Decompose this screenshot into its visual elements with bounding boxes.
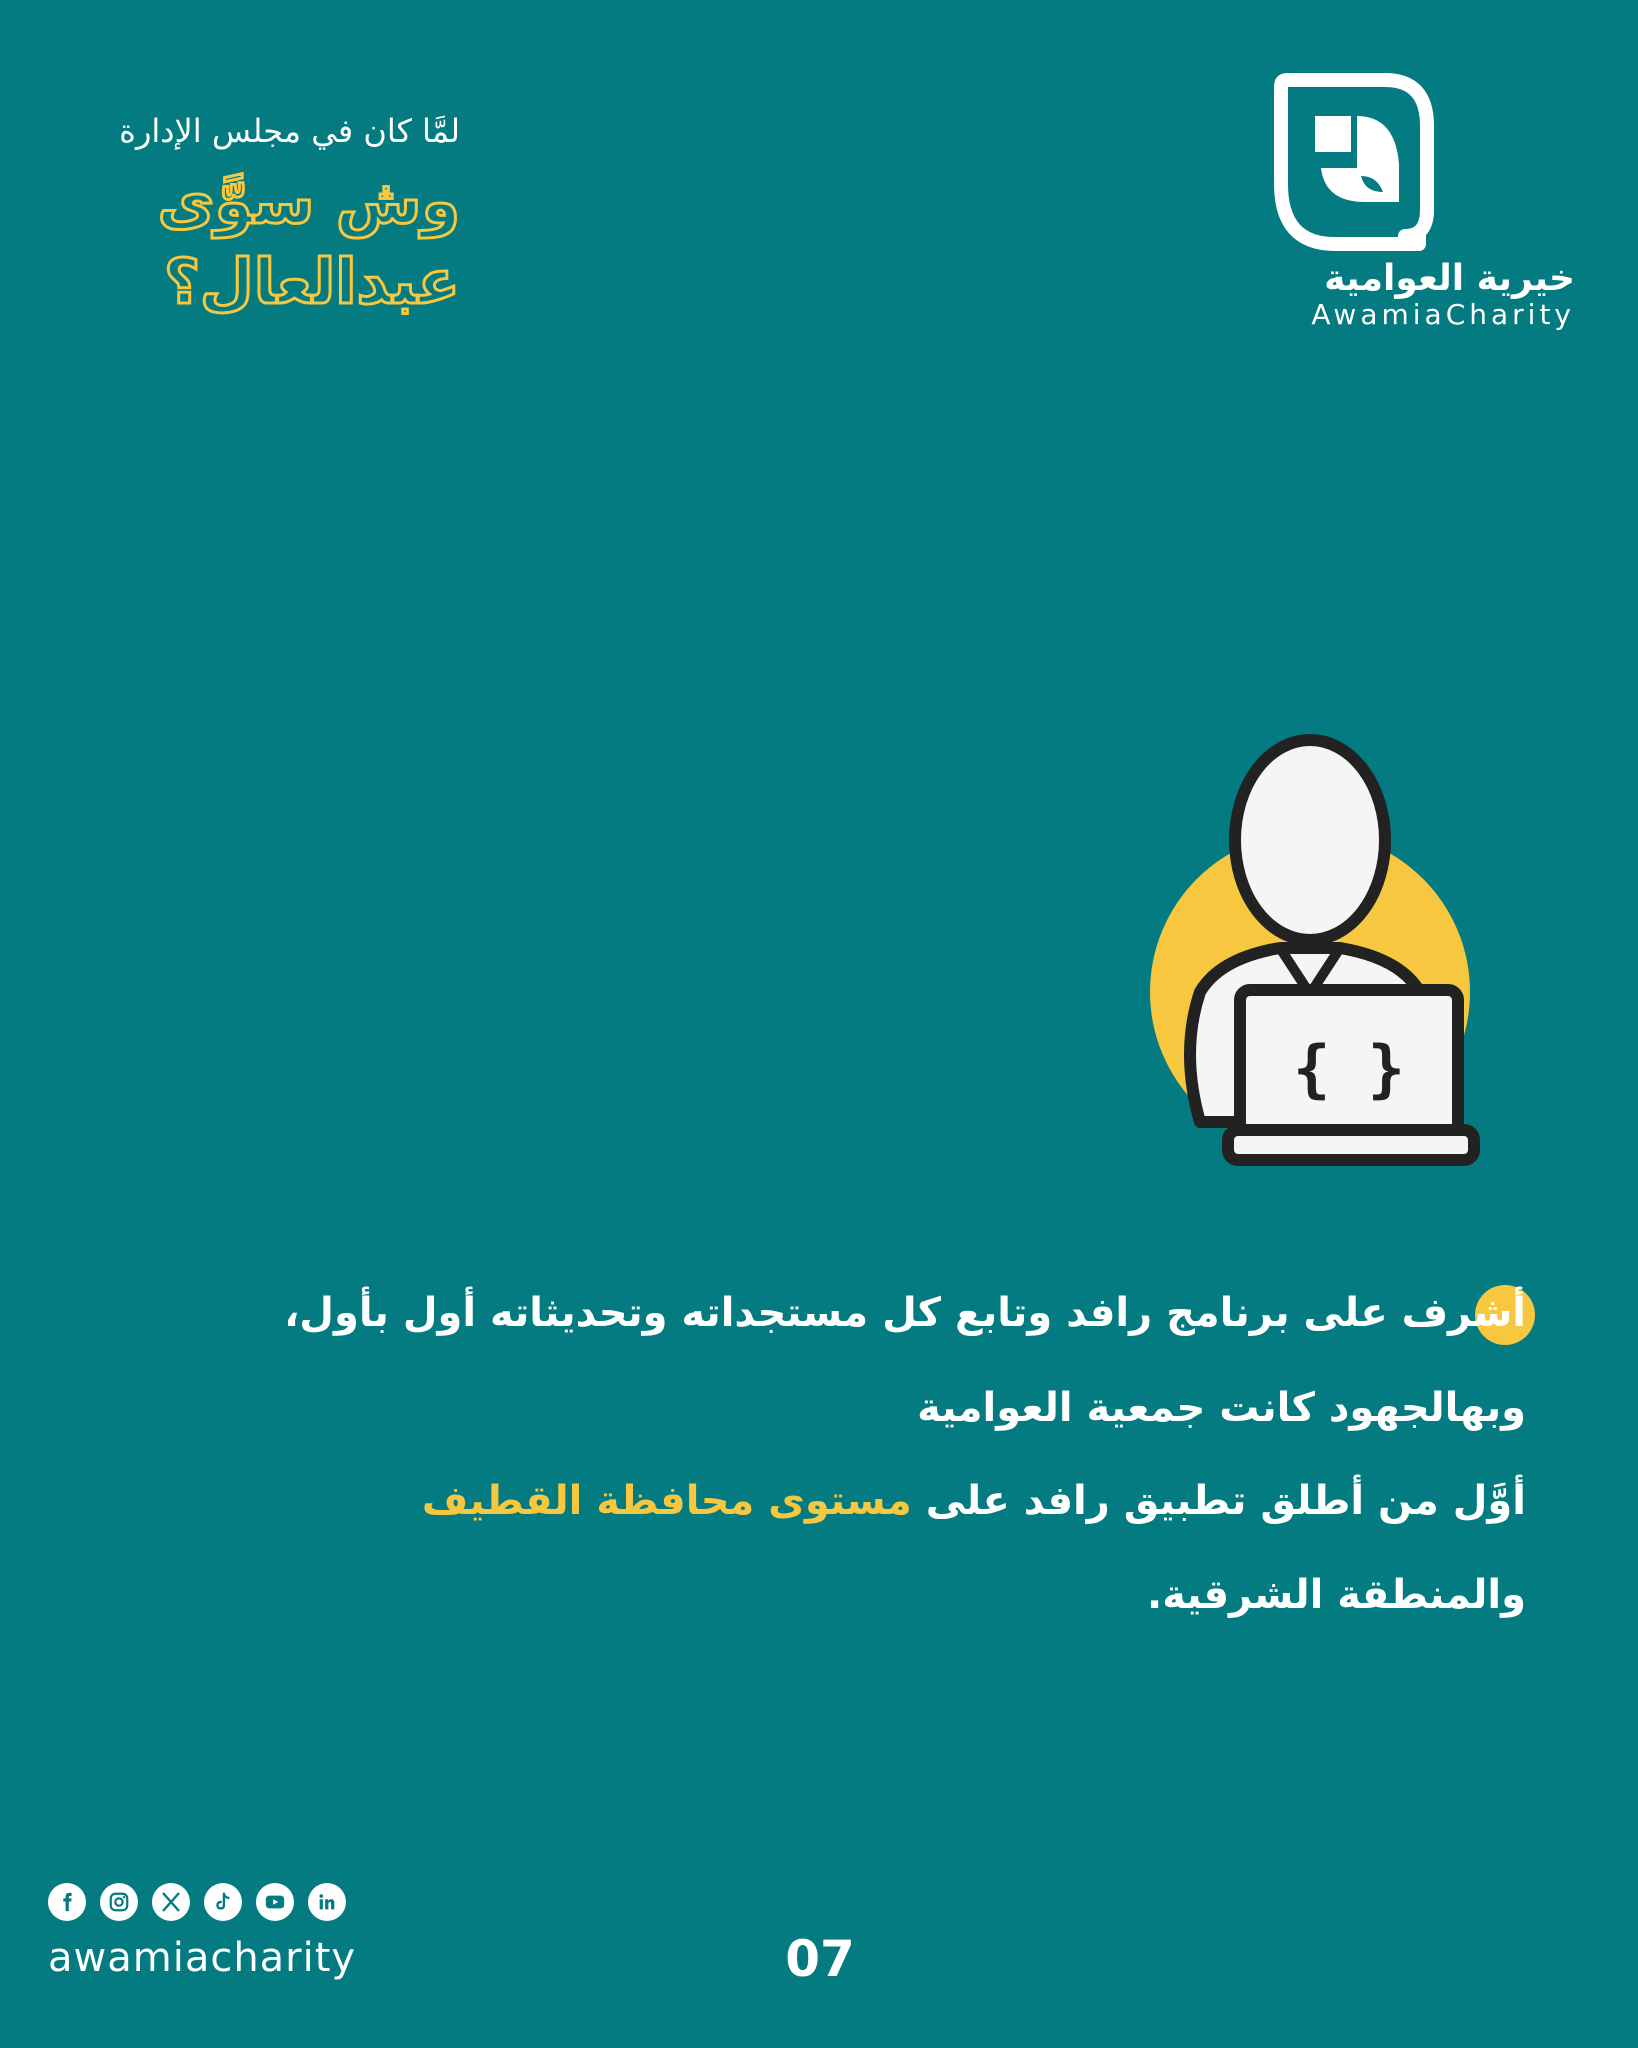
- headline-line-2: عبدالعال؟: [163, 245, 460, 318]
- body-line-3-highlight: مستوى محافظة القطيف: [421, 1478, 912, 1524]
- logo-english-text: AwamiaCharity: [1311, 298, 1575, 331]
- logo-arabic-text: خيرية العوامية: [1324, 258, 1575, 299]
- body-line-3-text: أوَّل من أطلق تطبيق رافد على: [911, 1478, 1526, 1524]
- page-number: 07: [785, 1930, 855, 1988]
- body-line-3: [226, 1478, 1526, 1524]
- body-line-1: أشرف على برنامج رافد وتابع كل مستجداته وتحديثاته أول بأول،: [284, 1290, 1526, 1336]
- social-handle: awamiacharity: [48, 1935, 357, 1981]
- facebook-icon[interactable]: [48, 1883, 86, 1921]
- headline-line-1: وش سوَّى: [157, 165, 460, 238]
- youtube-icon[interactable]: [256, 1883, 294, 1921]
- body-line-4: والمنطقة الشرقية.: [1147, 1572, 1526, 1618]
- body-line-2: وبهالجهود كانت جمعية العوامية: [917, 1385, 1526, 1431]
- instagram-icon[interactable]: [100, 1883, 138, 1921]
- x-icon[interactable]: [152, 1883, 190, 1921]
- social-icons: [48, 1883, 346, 1923]
- laptop-code-symbol: { }: [1293, 1032, 1405, 1105]
- tiktok-icon[interactable]: [204, 1883, 242, 1921]
- header-subtitle: لمَّا كان في مجلس الإدارة: [119, 112, 460, 150]
- awamia-logo-icon: [1265, 72, 1445, 252]
- developer-with-laptop-icon: [1140, 722, 1520, 1182]
- linkedin-icon[interactable]: [308, 1883, 346, 1921]
